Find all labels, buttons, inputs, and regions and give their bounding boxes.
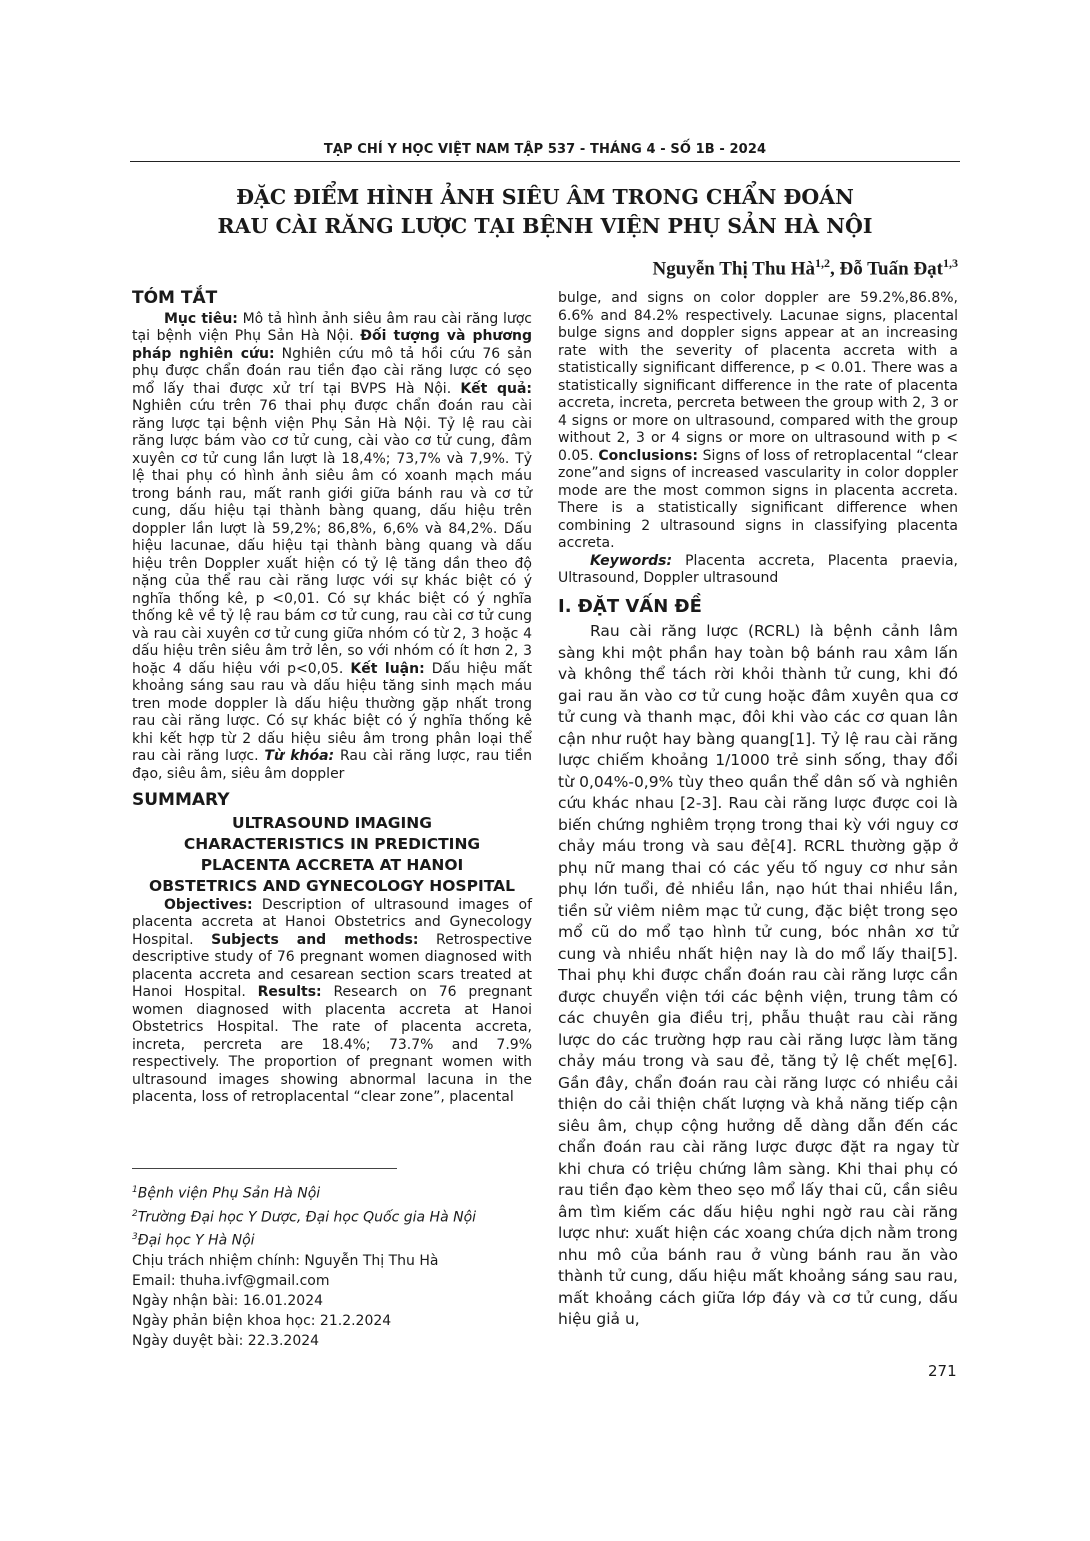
title-line-1: ĐẶC ĐIỂM HÌNH ẢNH SIÊU ÂM TRONG CHẨN ĐOÁN	[236, 185, 854, 209]
footnote-2-marker: 2	[132, 1208, 138, 1219]
keywords-vi-text: Rau cài răng lược, rau tiền đạo, siêu âm, siêu âm doppler	[132, 748, 532, 782]
journal-header: TẠP CHÍ Y HỌC VIỆT NAM TẬP 537 - THÁNG 4 - SỐ 1B - 2024	[323, 142, 767, 157]
subjects-methods-label: Subjects and methods:	[211, 931, 419, 948]
results-en-text-right: bulge, and signs on color doppler are 59.2%,86.8%, 6.6% and 84.2% respectively. Lacunae signs, placental bulge signs and doppler signs appear at an increasing rate with the severity of placenta accreta with a statistically significant difference, p < 0.01. There was a statistically significant difference in the rate of placenta accreta, increta, percreta between the group with 2, 3 or 4 signs or more on ultrasound, compared with the group without 2, 3 or 4 signs or more on ultrasound with p < 0.05.	[558, 290, 958, 464]
abstract-vi-text	[132, 311, 532, 784]
left-column	[132, 290, 532, 1107]
results-en-text-left: Research on 76 pregnant women diagnosed with placenta accreta at Hanoi Obstetrics Hospital. The rate of placenta accreta, increta, percreta are 18.4%; 73.7% and 7.9% respectively. The proportion of pregnant women with ultrasound images showing abnormal lacuna in the placenta, loss of retroplacental “clear zone”, placental	[132, 984, 533, 1105]
header-rule	[130, 161, 960, 162]
footnote-accepted-date: Ngày duyệt bài: 22.3.2024	[132, 1332, 320, 1349]
author-line	[653, 256, 958, 280]
keywords-vi-label: Từ khóa:	[264, 748, 335, 764]
author-separator: ,	[830, 258, 840, 280]
keywords-en-text: Placenta accreta, Placenta praevia, Ultrasound, Doppler ultrasound	[558, 552, 958, 586]
conclusion-text: Dấu hiệu mất khoảng sáng sau rau và dấu hiệu tăng sinh mạch máu tren mode doppler là dấu hiệu thường gặp nhất trong rau cài răng lược. Có sự khác biệt có ý nghĩa thống kê khi kết hợp từ 2 dấu hiệu siêu âm trong phân loại thể rau cài răng lược.	[132, 660, 532, 764]
footnote-affiliation-3	[132, 1227, 542, 1251]
right-column	[558, 290, 958, 1331]
author-2-affiliation: 1,3	[943, 256, 958, 270]
page-number: 271	[928, 1362, 957, 1380]
footnote-1-marker: 1	[132, 1185, 138, 1195]
results-label: Kết quả:	[460, 380, 532, 397]
footnote-review-date: Ngày phản biện khoa học: 21.2.2024	[132, 1312, 392, 1329]
footnotes	[132, 1180, 542, 1351]
title-line-2: RAU CÀI RĂNG LƯỢC TẠI BỆNH VIỆN PHỤ SẢN HÀ NỘI	[217, 214, 873, 238]
results-text: Nghiên cứu trên 76 thai phụ được chẩn đoán rau cài răng lược tại bệnh viện Phụ Sản Hà Nội. Tỷ lệ rau cài răng lược bám vào cơ tử cung, cài vào cơ tử cung, đâm xuyên cơ tử cung lần lượt là 18,4%; 73,7% và 7,9%. Tỷ lệ thai phụ có hình ảnh siêu âm có xoanh mạch máu trong bánh rau, mất ranh giới giữa bánh rau và cơ tử cung, dấu hiệu tại thành bàng quang, dấu hiệu trên doppler lần lượt là 59,2%; 86,8%, 6,6% và 84,2%. Dấu hiệu lacunae, dấu hiệu tại thành bàng quang và dấu hiệu trên Doppler xuất hiện có tỷ lệ tăng dần theo độ nặng của thể rau cài răng lược với sự khác biệt có ý nghĩa thống kê, p <0,01. Có sự khác biệt có ý nghĩa thống kê về tỷ lệ rau bám cơ tử cung, rau cài cơ tử cung và rau cài xuyên cơ tử cung giữa nhóm có từ 2, 3 hoặc 4 dấu hiệu trên siêu âm trở lên, so với nhóm có ít hơn 2, 3 hoặc 4 dấu hiệu với p<0,05.	[132, 398, 532, 677]
footnote-3-marker: 3	[132, 1232, 138, 1243]
footnote-1-text: Bệnh viện Phụ Sản Hà Nội	[137, 1185, 321, 1202]
objectives-label: Objectives:	[164, 896, 253, 913]
footnote-email: Email: thuha.ivf@gmail.com	[132, 1272, 330, 1289]
footnote-responsible-author: Chịu trách nhiệm chính: Nguyễn Thị Thu Hà	[132, 1252, 439, 1269]
conclusion-label: Kết luận:	[350, 660, 425, 677]
author-1-affiliation: 1,2	[815, 256, 830, 270]
summary-title	[132, 813, 532, 897]
intro-text: Rau cài răng lược (RCRL) là bệnh cảnh lâm sàng khi một phần hay toàn bộ bánh rau xâm lấn và không thể tách rời khỏi thành tử cung, khi đó gai rau ăn vào cơ tử cung hoặc đâm xuyên qua cơ tử cung và thanh mạc, đôi khi vào các cơ quan lân cận như ruột hay bàng quang[1]. Tỷ lệ rau cài răng lược chiếm khoảng 1/1000 trẻ sinh sống, thay đổi từ 0,04%-0,9% tùy theo quần thể dân số và nghiên cứu khác nhau [2-3]. Rau cài răng lược được coi là biến chứng nghiêm trọng trong thai kỳ với nguy cơ chảy máu trong và sau đẻ[4]. RCRL thường gặp ở phụ nữ mang thai có các yếu tố nguy cơ như sản phụ lớn tuổi, đẻ nhiều lần, nạo hút thai nhiều lần, tiền sử viêm niêm mạc tử cung, đặc biệt trong sẹo mổ cũ do mổ tạo hình tử cung, bóc nhân xơ tử cung và nhiều nhất hiện nay là do mổ lấy thai[5]. Thai phụ khi được chẩn đoán rau cài răng lược cần được chuyển viện tới các bệnh viện, trung tâm có các chuyên gia điều trị, phẫu thuật rau cài răng lược do các trường hợp rau cài răng lược làm tăng chảy máu trong và sau đẻ, tăng tỷ lệ chết mẹ[6]. Gần đây, chẩn đoán rau cài răng lược có nhiều cải thiện do cải thiện chất lượng và khả năng tiếp cận siêu âm, chụp cộng hưởng dễ dàng dẫn đến các chẩn đoán rau cài răng lược được đặt ra ngay từ khi chưa có triệu chứng lâm sàng. Khi thai phụ có rau tiền đạo kèm theo sẹo mổ lấy thai cũ, cần siêu âm tìm kiếm các dấu hiệu nghi ngờ rau cài răng lược như: xuất hiện các xoang chứa dịch nằm trong nhu mô của bánh rau ở vùng bánh rau ăn vào thành tử cung, dấu hiệu mất khoảng sáng sau rau, mất khoảng cách giữa lớp đáy và cơ tử cung, dấu hiệu giả u,	[558, 622, 958, 1328]
methods-text: Nghiên cứu mô tả hồi cứu 76 sản phụ được chẩn đoán rau tiền đạo cài răng lược có sẹo mổ lấy thai được xử trí tại BVPS Hà Nội.	[132, 345, 532, 397]
keywords-en	[558, 553, 958, 588]
summary-text-left	[132, 897, 532, 1107]
footnote-3-text: Đại học Y Hà Nội	[137, 1232, 255, 1249]
intro-heading: I. ĐẶT VẤN ĐỀ	[558, 595, 702, 617]
abstract-vi-heading: TÓM TẮT	[132, 288, 218, 308]
objective-label: Mục tiêu:	[164, 310, 238, 327]
keywords-en-label: Keywords:	[590, 552, 673, 569]
author-2-name: Đỗ Tuấn Đạt	[839, 258, 943, 280]
footnote-affiliation-2	[132, 1204, 542, 1228]
conclusions-en-label: Conclusions:	[598, 447, 698, 464]
footnote-2-text: Trường Đại học Y Dược, Đại học Quốc gia Hà Nội	[137, 1209, 477, 1226]
footnote-affiliation-1	[132, 1180, 542, 1204]
footnote-rule	[132, 1168, 397, 1169]
conclusions-en-text: Signs of loss of retroplacental “clear zone”and signs of increased vascularity in color doppler mode are the most common signs in placenta accreta. There is a statistically significant difference when combining 2 ultrasound signs in classifying placenta accreta.	[558, 447, 958, 551]
results-en-label: Results:	[257, 984, 322, 1000]
summary-heading: SUMMARY	[132, 790, 230, 810]
summary-title-line-3: PLACENTA ACCRETA AT HANOI	[200, 855, 464, 874]
author-1-name: Nguyễn Thị Thu Hà	[652, 258, 815, 280]
summary-text-right	[558, 290, 958, 553]
methods-label: Đối tượng và phương pháp nghiên cứu:	[132, 328, 533, 362]
summary-title-line-2: CHARACTERISTICS IN PREDICTING	[183, 834, 481, 853]
objective-text: Mô tả hình ảnh siêu âm rau cài răng lược tại bệnh viện Phụ Sản Hà Nội.	[132, 310, 532, 344]
summary-title-line-1: ULTRASOUND IMAGING	[232, 813, 432, 832]
footnote-received-date: Ngày nhận bài: 16.01.2024	[132, 1292, 324, 1309]
subjects-methods-text: Retrospective descriptive study of 76 pregnant women diagnosed with placenta accreta and cesarean section scars treated at Hanoi Hospital.	[132, 931, 532, 1000]
article-title	[100, 183, 990, 241]
objectives-text: Description of ultrasound images of placenta accreta at Hanoi Obstetrics and Gynecology Hospital.	[132, 896, 532, 948]
summary-title-line-4: OBSTETRICS AND GYNECOLOGY HOSPITAL	[149, 876, 515, 895]
